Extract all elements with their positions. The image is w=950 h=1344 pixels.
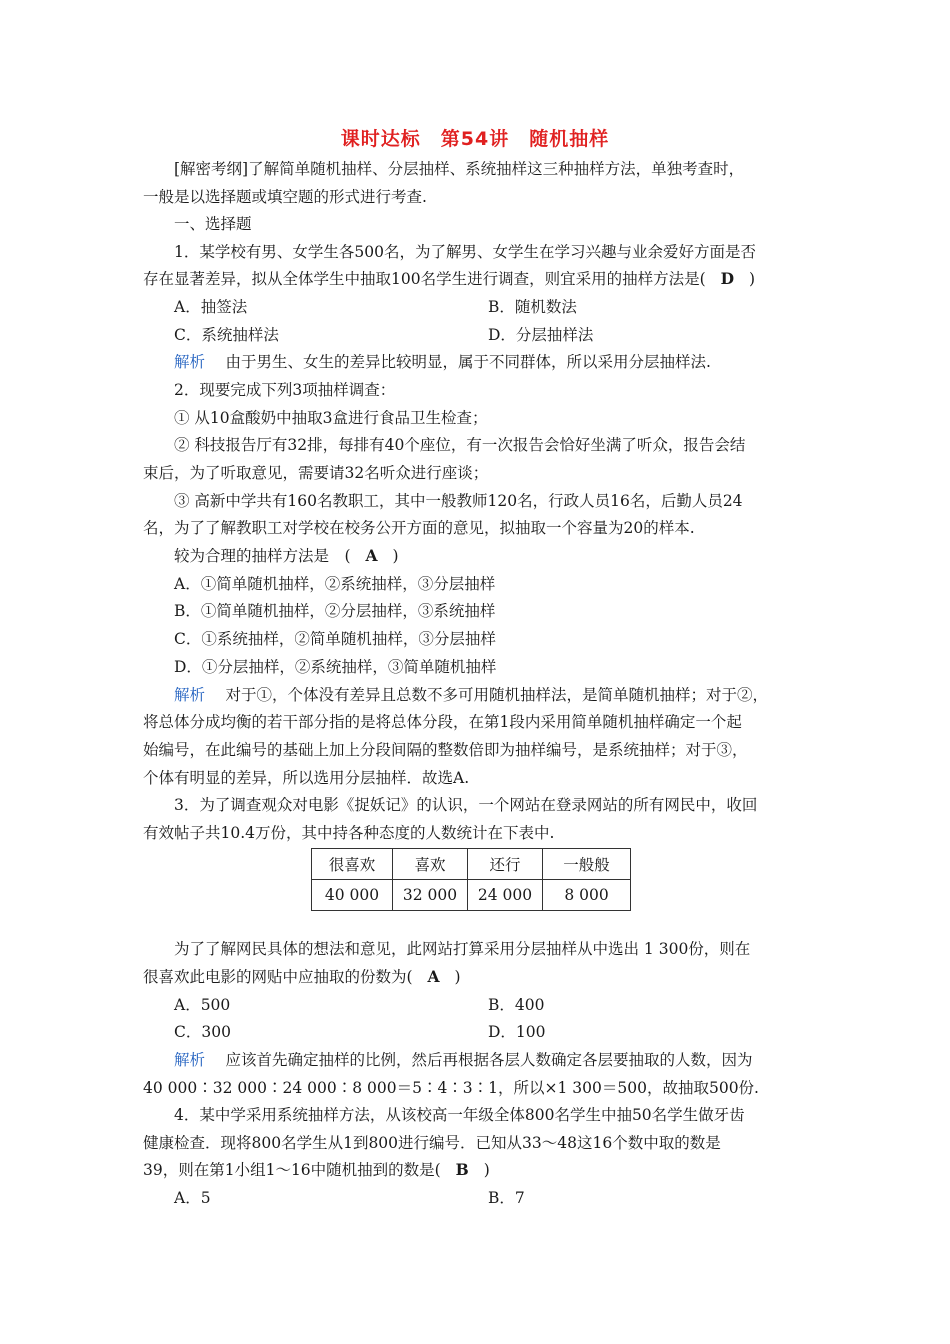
table-header-cell: 喜欢 — [393, 849, 468, 880]
q3-solution-label: 解析 — [174, 1051, 206, 1069]
q3-line-3: 为了了解网民具体的想法和意见，此网站打算采用分层抽样从中选出 1 300份，则在 — [174, 940, 751, 958]
q4-option-a: A．5 — [174, 1189, 211, 1207]
q2-solution-line-2: 将总体分成均衡的若干部分指的是将总体分段，在第1段内采用简单随机抽样确定一个起 — [143, 713, 742, 731]
table-header-cell: 还行 — [468, 849, 543, 880]
q2-solution-label: 解析 — [174, 686, 206, 704]
table-cell: 24 000 — [468, 880, 543, 911]
q3-solution-text-1: 应该首先确定抽样的比例，然后再根据各层人数确定各层要抽取的人数，因为 — [225, 1051, 753, 1069]
q2-option-c: C．①系统抽样，②简单随机抽样，③分层抽样 — [174, 630, 496, 648]
q1-option-d: D．分层抽样法 — [488, 326, 594, 344]
q2-line-5: ③ 高新中学共有160名教职工，其中一般教师120名，行政人员16名，后勤人员24 — [174, 492, 743, 510]
q2-option-b: B．①简单随机抽样，②分层抽样，③系统抽样 — [174, 602, 496, 620]
q1-option-a: A．抽签法 — [174, 298, 248, 316]
q1-option-c: C．系统抽样法 — [174, 326, 279, 344]
q3-paren: ) — [454, 968, 461, 986]
q4-stem-end: 39，则在第1小组1～16中随机抽到的数是( — [143, 1161, 441, 1179]
table-cell: 32 000 — [393, 880, 468, 911]
q3-stem-end: 很喜欢此电影的网贴中应抽取的份数为( — [143, 968, 413, 986]
q1-option-b: B．随机数法 — [488, 298, 577, 316]
q2-solution-text-1: 对于①，个体没有差异且总数不多可用随机抽样法，是简单随机抽样；对于②， — [225, 686, 768, 704]
q2-line-1: 2．现要完成下列3项抽样调查： — [174, 381, 396, 399]
q2-stem-end: 较为合理的抽样方法是 ( — [174, 547, 351, 565]
q3-solution-line-1 — [174, 1050, 752, 1070]
q2-option-a: A．①简单随机抽样，②系统抽样，③分层抽样 — [174, 575, 496, 593]
q1-line-2 — [143, 269, 755, 289]
section-heading: 一、选择题 — [174, 215, 252, 233]
q2-line-2: ① 从10盒酸奶中抽取3盒进行食品卫生检查； — [174, 409, 488, 427]
q3-answer: A — [427, 967, 440, 986]
q1-stem-end: 存在显著差异，拟从全体学生中抽取100名学生进行调查，则宜采用的抽样方法是( — [143, 270, 706, 288]
table-row — [312, 880, 631, 911]
q1-answer: D — [720, 269, 735, 288]
q2-solution-line-4: 个体有明显的差异，所以选用分层抽样．故选A. — [143, 769, 470, 787]
q2-line-3: ② 科技报告厅有32排，每排有40个座位，有一次报告会恰好坐满了听众，报告会结 — [174, 436, 746, 454]
table-header-row — [312, 849, 631, 880]
q2-line-4: 束后，为了听取意见，需要请32名听众进行座谈； — [143, 464, 489, 482]
q2-line-6: 名，为了了解教职工对学校在校务公开方面的意见，拟抽取一个容量为20的样本. — [143, 519, 695, 537]
page-title: 课时达标 第54讲 随机抽样 — [340, 128, 610, 150]
q2-line-7 — [174, 546, 399, 566]
q2-solution-line-1 — [174, 685, 768, 705]
q1-solution — [174, 352, 711, 372]
table-header-cell: 一般般 — [543, 849, 631, 880]
q3-line-4 — [143, 967, 461, 987]
q1-line-1: 1．某学校有男、女学生各500名，为了解男、女学生在学习兴趣与业余爱好方面是否 — [174, 243, 756, 261]
q2-paren: ) — [392, 547, 399, 565]
q3-option-d: D．100 — [488, 1023, 546, 1041]
q3-solution-line-2: 40 000∶32 000∶24 000∶8 000＝5∶4∶3∶1，所以×1 300＝500，故抽取500份. — [143, 1079, 759, 1097]
q3-option-c: C．300 — [174, 1023, 231, 1041]
q2-solution-line-3: 始编号，在此编号的基础上加上分段间隔的整数倍即为抽样编号，是系统抽样；对于③， — [143, 741, 748, 759]
table-cell: 40 000 — [312, 880, 393, 911]
q3-line-2: 有效帖子共10.4万份，其中持各种态度的人数统计在下表中. — [143, 824, 555, 842]
q3-option-a: A．500 — [174, 996, 231, 1014]
q4-paren: ) — [483, 1161, 490, 1179]
intro-line-1: [解密考纲]了解简单随机抽样、分层抽样、系统抽样这三种抽样方法，单独考查时， — [174, 160, 745, 178]
table-header-cell: 很喜欢 — [312, 849, 393, 880]
q4-line-1: 4．某中学采用系统抽样方法，从该校高一年级全体800名学生中抽50名学生做牙齿 — [174, 1106, 745, 1124]
q1-solution-text: 由于男生、女生的差异比较明显，属于不同群体，所以采用分层抽样法. — [225, 353, 711, 371]
q3-option-b: B．400 — [488, 996, 545, 1014]
q4-line-2: 健康检查．现将800名学生从1到800进行编号．已知从33～48这16个数中取的数是 — [143, 1134, 721, 1152]
q4-line-3 — [143, 1160, 490, 1180]
q3-line-1: 3．为了调查观众对电影《捉妖记》的认识，一个网站在登录网站的所有网民中，收回 — [174, 796, 758, 814]
q3-data-table — [311, 848, 631, 911]
q2-answer: A — [365, 546, 378, 565]
q1-paren: ) — [748, 270, 756, 288]
table-cell: 8 000 — [543, 880, 631, 911]
q1-solution-label: 解析 — [174, 353, 206, 371]
q2-option-d: D．①分层抽样，②系统抽样，③简单随机抽样 — [174, 658, 497, 676]
intro-line-2: 一般是以选择题或填空题的形式进行考查. — [143, 188, 427, 206]
q4-option-b: B．7 — [488, 1189, 525, 1207]
q4-answer: B — [455, 1160, 469, 1179]
